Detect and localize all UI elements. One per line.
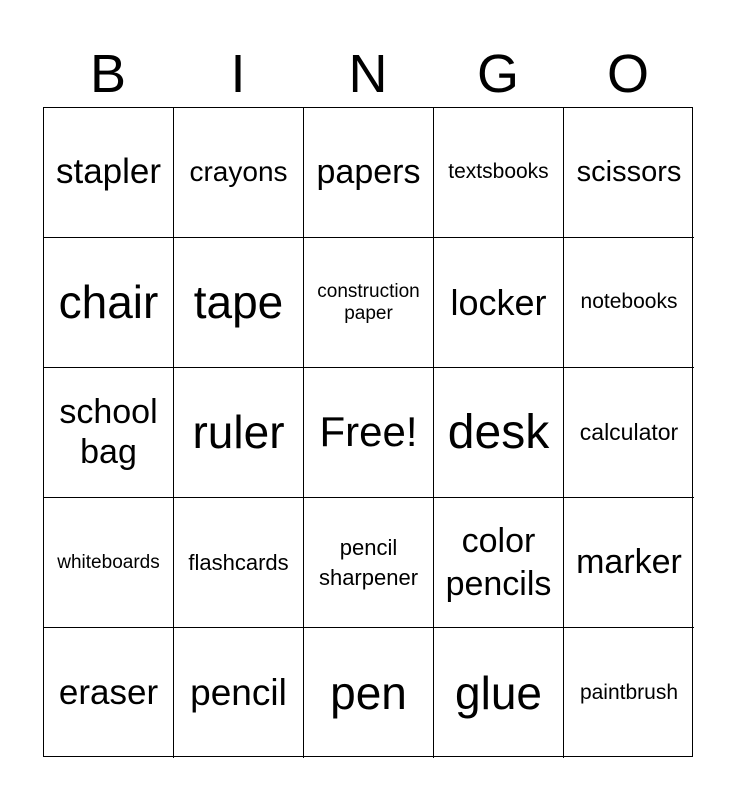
bingo-cell[interactable] [304,368,434,498]
cell-label: stapler [55,152,162,192]
cell-label: crayons [189,156,288,188]
cell-label: marker [576,542,682,581]
bingo-cell[interactable] [44,368,174,498]
bingo-cell[interactable] [564,498,694,628]
cell-label: tape [193,276,284,329]
bingo-cell[interactable] [304,628,434,758]
bingo-cell[interactable] [434,628,564,758]
bingo-cell[interactable] [174,238,304,368]
bingo-header [43,40,693,108]
bingo-cell[interactable] [174,628,304,758]
bingo-cell[interactable] [44,628,174,758]
cell-label: eraser [58,672,159,712]
cell-label: color pencils [445,522,552,603]
header-letter-b: B [89,44,127,104]
cell-label: construction paper [317,280,420,324]
cell-label: locker [450,281,547,323]
bingo-cell[interactable] [304,498,434,628]
bingo-cell[interactable] [304,238,434,368]
bingo-cell[interactable] [174,108,304,238]
header-letter-g: G [476,44,519,104]
cell-label: notebooks [580,290,678,314]
bingo-cell[interactable] [564,238,694,368]
bingo-cell[interactable] [434,498,564,628]
bingo-cell[interactable] [304,108,434,238]
cell-label: chair [58,276,159,329]
cell-label: flashcards [188,549,289,575]
bingo-cell[interactable] [44,498,174,628]
header-letter-n: N [348,44,388,104]
cell-label: school bag [59,393,158,471]
bingo-cell[interactable] [564,628,694,758]
header-letter-i: I [230,44,246,104]
bingo-cell[interactable] [564,368,694,498]
bingo-cell[interactable] [174,498,304,628]
cell-label: pencil [190,671,287,713]
cell-label: pen [330,666,407,719]
bingo-cell[interactable] [434,108,564,238]
cell-label: desk [447,405,550,459]
cell-label: scissors [576,155,682,188]
cell-label: whiteboards [57,551,160,573]
cell-label: papers [316,152,421,191]
bingo-cell[interactable] [434,238,564,368]
header-letter-o: O [606,44,649,104]
bingo-cell[interactable] [564,108,694,238]
cell-label: glue [455,666,542,719]
bingo-cell[interactable] [44,108,174,238]
bingo-card-grid [43,107,693,757]
bingo-cell[interactable] [174,368,304,498]
bingo-cell[interactable] [434,368,564,498]
cell-label: calculator [579,419,679,446]
cell-label: textsbooks [448,160,549,184]
cell-label: ruler [192,406,285,459]
cell-label: Free! [319,408,418,456]
cell-label: paintbrush [579,680,679,704]
cell-label: pencil sharpener [318,534,419,590]
bingo-cell[interactable] [44,238,174,368]
